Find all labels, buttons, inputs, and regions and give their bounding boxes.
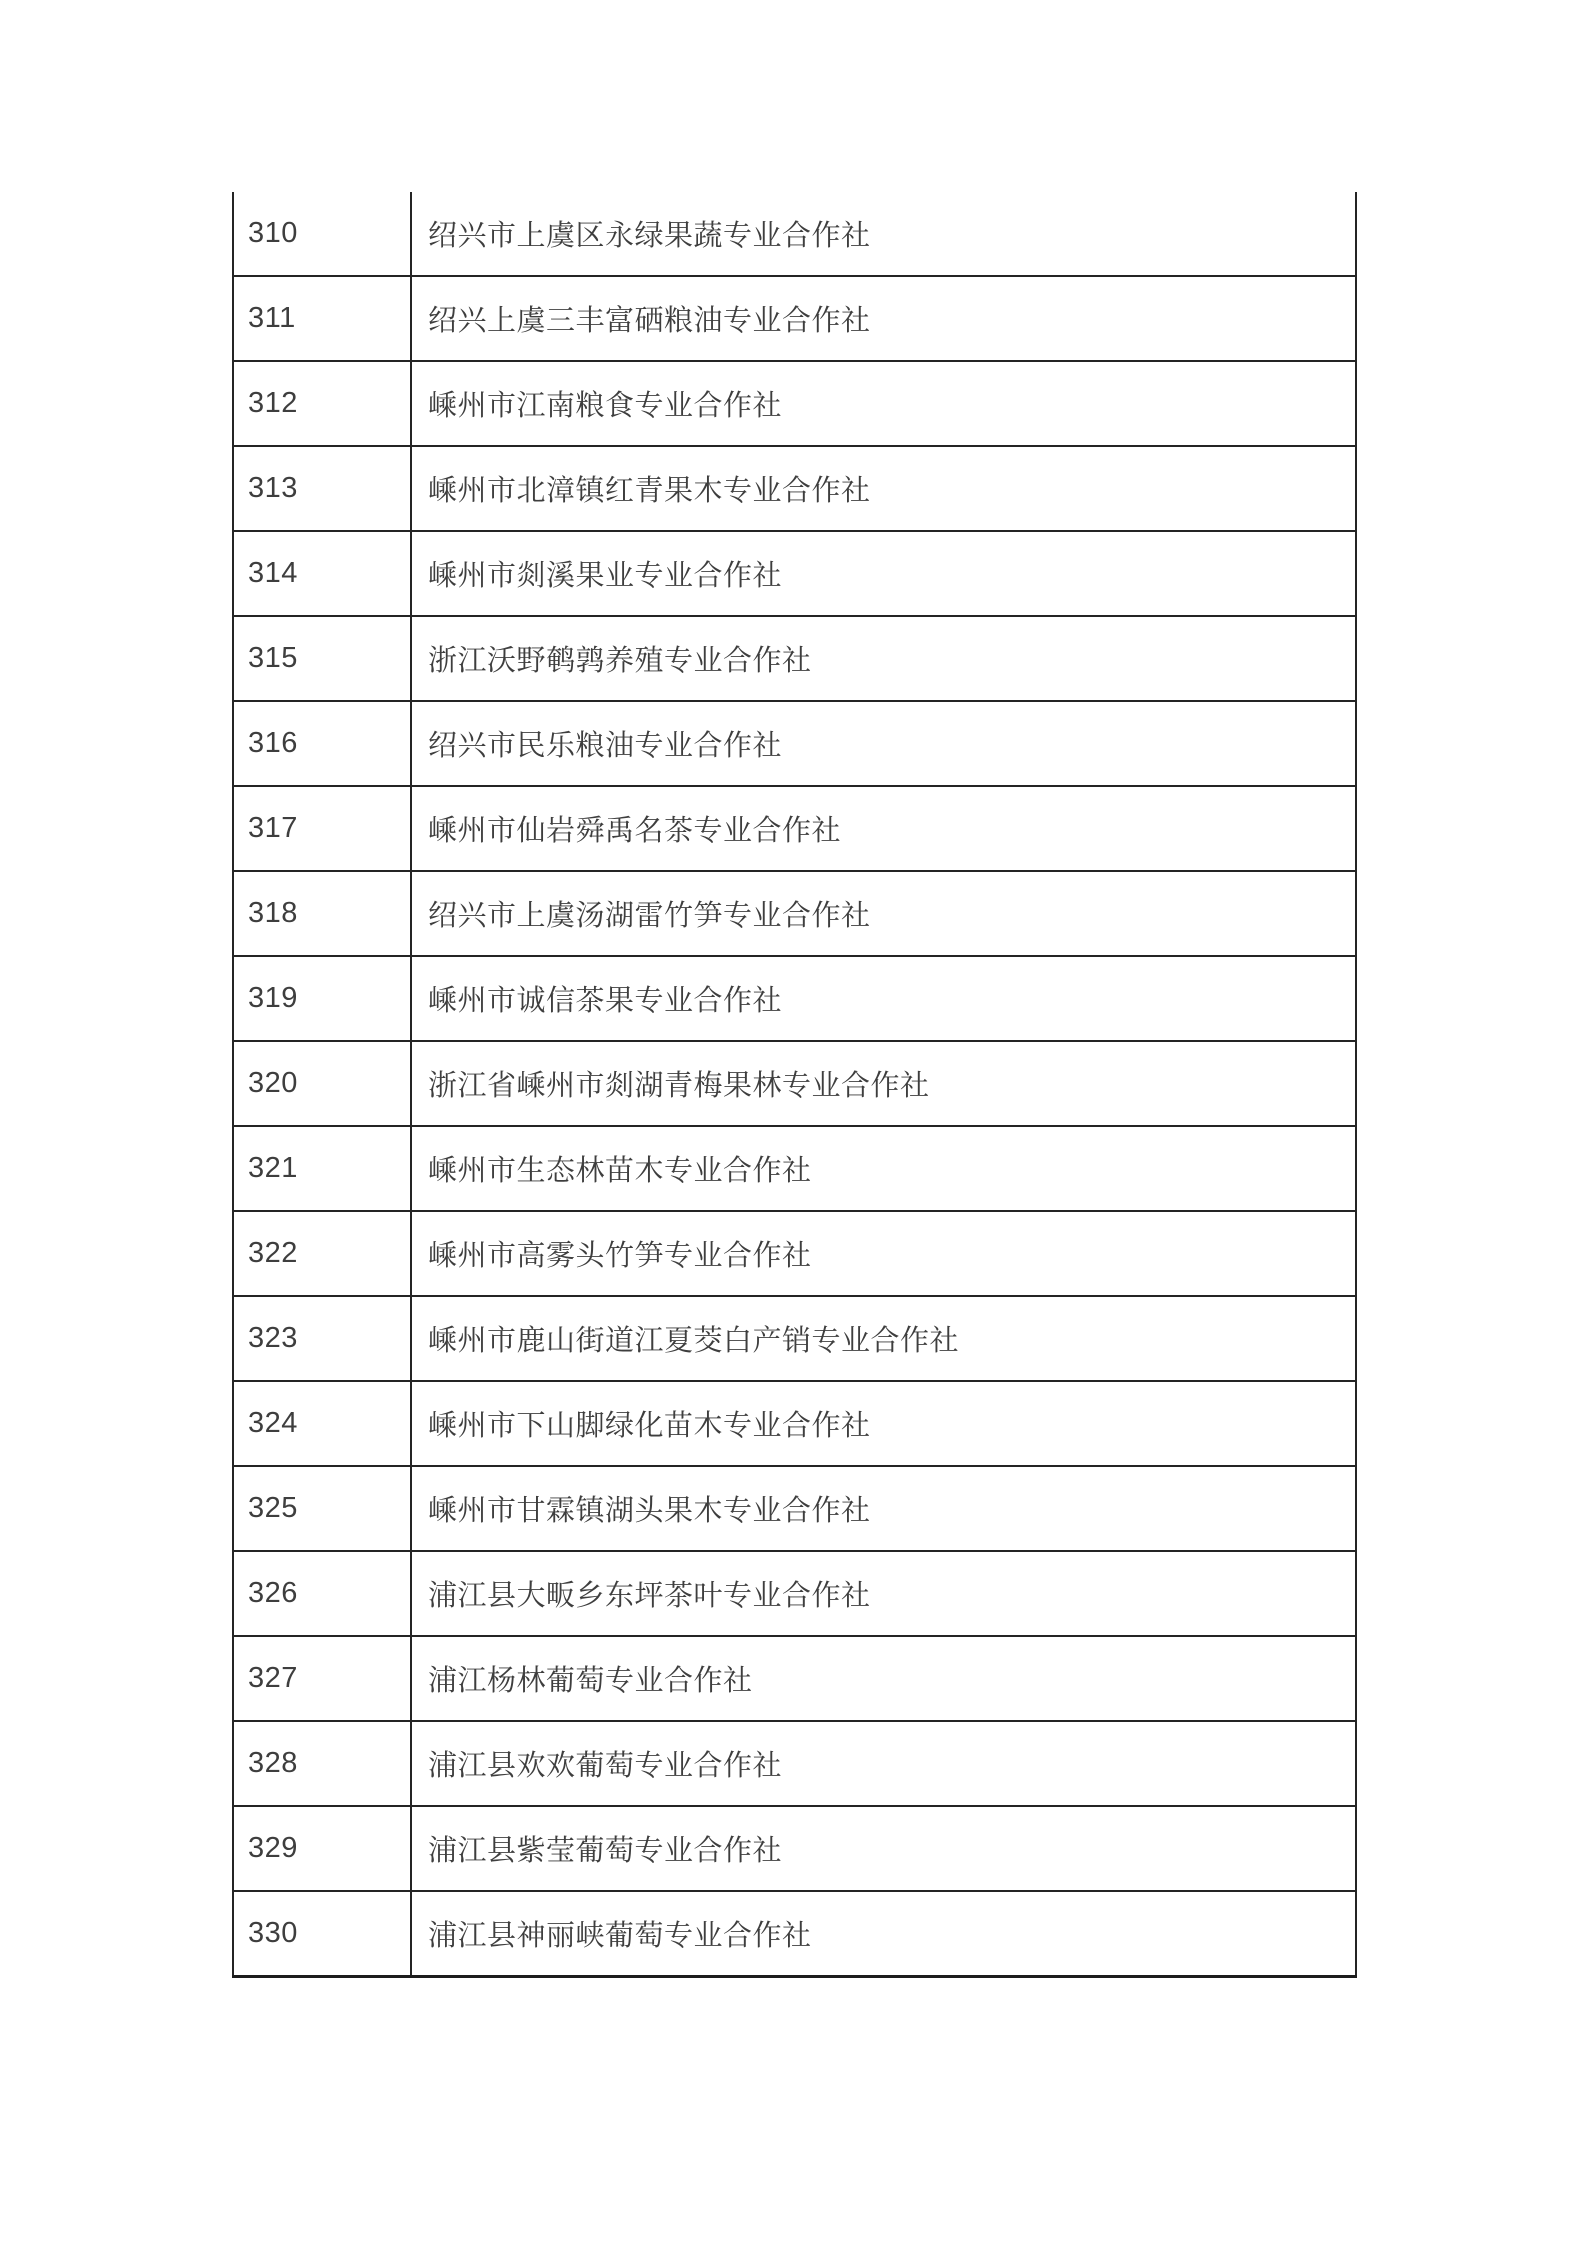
cooperative-name: 嵊州市诚信茶果专业合作社 (428, 985, 783, 1017)
cooperative-name: 浙江沃野鹌鹑养殖专业合作社 (428, 645, 812, 677)
cooperative-name: 浙江省嵊州市剡湖青梅果林专业合作社 (428, 1070, 930, 1102)
row-number: 312 (248, 387, 298, 419)
table-row (233, 446, 1356, 531)
row-number: 330 (248, 1917, 298, 1949)
table-row (233, 361, 1356, 446)
cooperative-name: 浦江杨林葡萄专业合作社 (428, 1665, 753, 1697)
table-row (233, 1636, 1356, 1721)
table-row (233, 276, 1356, 361)
cooperative-name-cell (411, 276, 1356, 361)
table-row (233, 1466, 1356, 1551)
row-number: 317 (248, 812, 298, 844)
table-row (233, 1806, 1356, 1891)
cooperative-name: 浦江县神丽峡葡萄专业合作社 (428, 1920, 812, 1952)
cooperative-name-cell (411, 192, 1356, 276)
table-row (233, 956, 1356, 1041)
cooperative-name: 绍兴市上虞汤湖雷竹笋专业合作社 (428, 900, 871, 932)
table-row (233, 701, 1356, 786)
row-number-cell (233, 276, 411, 361)
cooperative-name-cell (411, 1381, 1356, 1466)
row-number-cell (233, 956, 411, 1041)
row-number-cell (233, 786, 411, 871)
table-row (233, 1126, 1356, 1211)
row-number: 324 (248, 1407, 298, 1439)
row-number: 319 (248, 982, 298, 1014)
table-row (233, 616, 1356, 701)
cooperative-name: 嵊州市生态林苗木专业合作社 (428, 1155, 812, 1187)
row-number-cell (233, 361, 411, 446)
row-number: 322 (248, 1237, 298, 1269)
cooperative-name: 嵊州市仙岩舜禹名茶专业合作社 (428, 815, 842, 847)
cooperative-name-cell (411, 1466, 1356, 1551)
cooperative-name: 绍兴市民乐粮油专业合作社 (428, 730, 783, 762)
cooperative-name-cell (411, 1126, 1356, 1211)
table-row (233, 1211, 1356, 1296)
cooperative-name: 嵊州市甘霖镇湖头果木专业合作社 (428, 1495, 871, 1527)
row-number-cell (233, 701, 411, 786)
cooperative-name-cell (411, 1891, 1356, 1977)
row-number-cell (233, 1806, 411, 1891)
row-number: 325 (248, 1492, 298, 1524)
row-number-cell (233, 1721, 411, 1806)
row-number-cell (233, 1551, 411, 1636)
row-number: 313 (248, 472, 298, 504)
row-number: 320 (248, 1067, 298, 1099)
table-row (233, 1721, 1356, 1806)
cooperative-name: 嵊州市鹿山街道江夏茭白产销专业合作社 (428, 1325, 960, 1357)
cooperative-name-cell (411, 616, 1356, 701)
row-number: 327 (248, 1662, 298, 1694)
cooperative-name: 浦江县紫莹葡萄专业合作社 (428, 1835, 783, 1867)
row-number-cell (233, 1636, 411, 1721)
row-number-cell (233, 871, 411, 956)
row-number: 315 (248, 642, 298, 674)
cooperative-name-cell (411, 1551, 1356, 1636)
row-number-cell (233, 616, 411, 701)
cooperative-name-cell (411, 1041, 1356, 1126)
table-row (233, 1381, 1356, 1466)
row-number: 321 (248, 1152, 298, 1184)
row-number: 326 (248, 1577, 298, 1609)
row-number-cell (233, 1211, 411, 1296)
cooperative-name-cell (411, 956, 1356, 1041)
cooperative-name: 嵊州市江南粮食专业合作社 (428, 390, 783, 422)
cooperative-name-cell (411, 1721, 1356, 1806)
cooperative-table-body (233, 192, 1356, 1977)
row-number: 328 (248, 1747, 298, 1779)
row-number: 311 (248, 302, 296, 334)
row-number-cell (233, 1296, 411, 1381)
cooperative-name: 浦江县欢欢葡萄专业合作社 (428, 1750, 783, 1782)
cooperative-name: 浦江县大畈乡东坪茶叶专业合作社 (428, 1580, 871, 1612)
table-row (233, 1551, 1356, 1636)
table-row (233, 1296, 1356, 1381)
row-number-cell (233, 1466, 411, 1551)
table-row (233, 786, 1356, 871)
row-number-cell (233, 446, 411, 531)
cooperative-name-cell (411, 1806, 1356, 1891)
row-number: 318 (248, 897, 298, 929)
row-number-cell (233, 1041, 411, 1126)
table-row (233, 192, 1356, 276)
cooperative-name-cell (411, 871, 1356, 956)
table-row (233, 1891, 1356, 1977)
cooperative-name-cell (411, 1636, 1356, 1721)
cooperative-name: 嵊州市下山脚绿化苗木专业合作社 (428, 1410, 871, 1442)
cooperative-name-cell (411, 1296, 1356, 1381)
row-number: 314 (248, 557, 298, 589)
table-row (233, 1041, 1356, 1126)
row-number: 329 (248, 1832, 298, 1864)
cooperative-name-cell (411, 446, 1356, 531)
cooperative-name: 绍兴市上虞区永绿果蔬专业合作社 (428, 220, 871, 252)
table-row (233, 871, 1356, 956)
row-number-cell (233, 1126, 411, 1211)
cooperative-name-cell (411, 786, 1356, 871)
cooperative-name-cell (411, 361, 1356, 446)
cooperative-name-cell (411, 531, 1356, 616)
row-number-cell (233, 192, 411, 276)
row-number-cell (233, 531, 411, 616)
cooperative-name-cell (411, 1211, 1356, 1296)
row-number: 316 (248, 727, 298, 759)
row-number-cell (233, 1891, 411, 1977)
cooperative-name: 嵊州市北漳镇红青果木专业合作社 (428, 475, 871, 507)
cooperative-name: 绍兴上虞三丰富硒粮油专业合作社 (428, 305, 871, 337)
cooperative-list-table (232, 192, 1357, 1978)
cooperative-name-cell (411, 701, 1356, 786)
cooperative-name: 嵊州市高雾头竹笋专业合作社 (428, 1240, 812, 1272)
cooperative-name: 嵊州市剡溪果业专业合作社 (428, 560, 783, 592)
row-number: 323 (248, 1322, 298, 1354)
row-number-cell (233, 1381, 411, 1466)
row-number: 310 (248, 217, 298, 249)
table-row (233, 531, 1356, 616)
